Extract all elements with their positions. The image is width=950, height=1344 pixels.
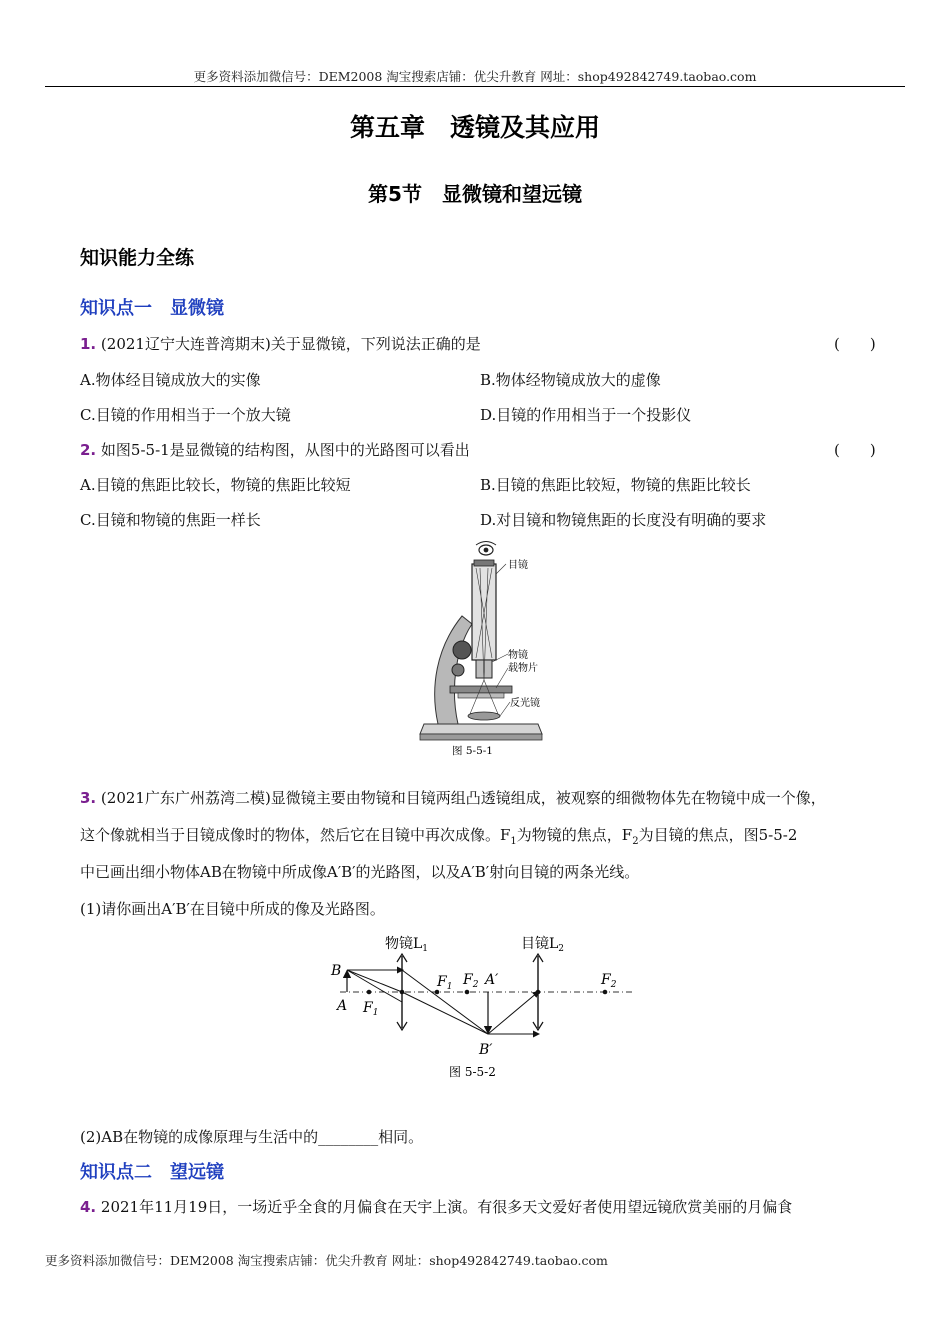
chapter-title: 第五章 透镜及其应用 xyxy=(349,113,600,142)
page-header: 更多资料添加微信号：DEM2008 淘宝搜索店铺：优尖升教育 网址：shop492842749.taobao.com xyxy=(193,69,757,84)
q4-stem xyxy=(80,1196,792,1217)
label-Aprime: A′ xyxy=(485,972,499,988)
q2-answer-paren: ( ) xyxy=(834,441,876,459)
q1-option-c: C.目镜的作用相当于一个放大镜 xyxy=(80,406,291,424)
q4-number: 4. xyxy=(80,1198,97,1216)
page-footer: 更多资料添加微信号：DEM2008 淘宝搜索店铺：优尖升教育 网址：shop492842749.taobao.com xyxy=(45,1253,608,1268)
label-F1-left: $F_1$ xyxy=(363,1000,379,1018)
q2-stem xyxy=(80,439,470,460)
q2-option-c: C.目镜和物镜的焦距一样长 xyxy=(80,511,261,529)
q3-subquestion-1: (1)请你画出A′B′在目镜中所成的像及光路图。 xyxy=(80,900,385,918)
header-rule xyxy=(45,86,905,87)
label-B: B xyxy=(331,963,342,979)
label-slide: 载物片 xyxy=(508,663,538,674)
microscope-illustration xyxy=(410,538,560,760)
q2-option-b: B.目镜的焦距比较短，物镜的焦距比较长 xyxy=(480,476,751,494)
kp1-title: 知识点一 显微镜 xyxy=(80,298,224,319)
q4-text: 2021年11月19日，一场近乎全食的月偏食在天宇上演。有很多天文爱好者使用望远镜欣赏美丽的月偏食 xyxy=(100,1198,793,1216)
q1-text: (2021辽宁大连普湾期末)关于显微镜，下列说法正确的是 xyxy=(100,335,481,353)
q1-option-a: A.物体经目镜成放大的实像 xyxy=(80,371,261,389)
q1-stem xyxy=(80,333,481,354)
label-F2-right: $F_2$ xyxy=(601,972,617,990)
figure-optical-path xyxy=(325,930,635,1080)
q1-number: 1. xyxy=(80,335,97,353)
q1-answer-paren: ( ) xyxy=(834,335,876,353)
q2-option-a: A.目镜的焦距比较长，物镜的焦距比较短 xyxy=(80,476,351,494)
q3-text-line1: (2021广东广州荔湾二模)显微镜主要由物镜和目镜两组凸透镜组成，被观察的细微物体先在物镜中成一个像， xyxy=(100,789,826,807)
q2-text: 如图5-5-1是显微镜的结构图，从图中的光路图可以看出 xyxy=(100,441,470,459)
q2-option-d: D.对目镜和物镜焦距的长度没有明确的要求 xyxy=(480,511,767,529)
section-title: 第5节 显微镜和望远镜 xyxy=(368,182,582,206)
q3-line2: 这个像就相当于目镜成像时的物体，然后它在目镜中再次成像。$F_1$为物镜的焦点，$F_2$为目镜的焦点，图5-5-2 xyxy=(80,826,798,847)
optical-path-diagram xyxy=(325,930,635,1080)
label-eyepiece-L2: 目镜$L_2$ xyxy=(521,936,565,954)
label-Bprime: B′ xyxy=(479,1042,493,1058)
figure-caption-5-5-2: 图 5-5-2 xyxy=(449,1065,496,1079)
label-mirror: 反光镜 xyxy=(510,698,540,709)
label-F2-left: $F_2$ xyxy=(463,972,479,990)
label-objective-L1: 物镜$L_1$ xyxy=(385,936,429,954)
q3-subquestion-2: (2)AB在物镜的成像原理与生活中的________相同。 xyxy=(80,1128,424,1146)
eye-icon xyxy=(476,542,496,556)
label-eyepiece: 目镜 xyxy=(508,560,528,571)
label-A: A xyxy=(337,998,348,1014)
q3-line1 xyxy=(80,787,826,808)
practice-heading: 知识能力全练 xyxy=(80,247,195,269)
q3-line3: 中已画出细小物体AB在物镜中所成像A′B′的光路图，以及A′B′射向目镜的两条光线。 xyxy=(80,863,640,881)
figure-caption-5-5-1: 图 5-5-1 xyxy=(452,745,493,757)
label-F1-right: $F_1$ xyxy=(437,974,453,992)
q1-option-d: D.目镜的作用相当于一个投影仪 xyxy=(480,406,692,424)
q3-number: 3. xyxy=(80,789,97,807)
label-objective: 物镜 xyxy=(508,650,528,661)
kp2-title: 知识点二 望远镜 xyxy=(80,1162,224,1183)
q1-option-b: B.物体经物镜成放大的虚像 xyxy=(480,371,661,389)
figure-microscope xyxy=(410,538,560,760)
q2-number: 2. xyxy=(80,441,97,459)
